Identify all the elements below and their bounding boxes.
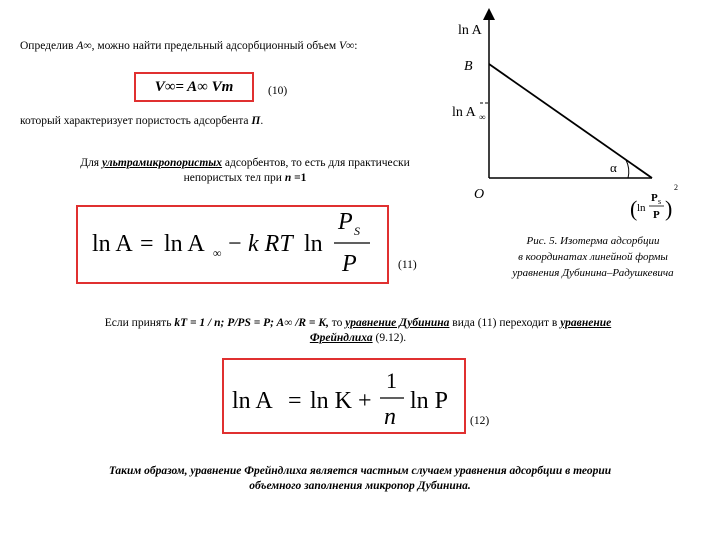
eq12-plus: + bbox=[358, 388, 372, 414]
porosity-dot: . bbox=[260, 115, 264, 127]
eq12-equals: = bbox=[288, 388, 302, 414]
if-paragraph bbox=[28, 316, 688, 346]
graph-x-paren-right: ) bbox=[665, 196, 673, 221]
ultra-pre: Для bbox=[80, 157, 102, 169]
porosity-symbol: П bbox=[251, 115, 261, 127]
intro-v-inf: V∞ bbox=[339, 40, 355, 52]
graph-x-exp: 2 bbox=[674, 183, 678, 192]
graph-x-paren-left: ( bbox=[630, 196, 638, 221]
graph-origin: O bbox=[474, 187, 485, 202]
conclusion-line1: Таким образом, уравнение Фрейндлиха является частным случаем уравнения адсорбции в теории bbox=[108, 465, 612, 477]
conclusion-line2: объемного заполнения микропор Дубинина. bbox=[249, 480, 471, 492]
eq12-number: (12) bbox=[470, 415, 490, 427]
ultra-paragraph bbox=[40, 156, 450, 186]
eq10-number: (10) bbox=[268, 85, 288, 97]
if-mid2: вида (11) переходит в bbox=[449, 317, 561, 329]
eq10-formula: V∞= A∞ Vm bbox=[154, 79, 234, 95]
eq12-frac-num: 1 bbox=[386, 368, 397, 393]
eq12-ln-p: ln P bbox=[410, 388, 449, 414]
intro-text-after: , можно найти предельный адсорбционный объем bbox=[91, 40, 340, 52]
porosity-line bbox=[20, 114, 263, 129]
ultra-line2-pre: непористых тел при bbox=[183, 172, 285, 184]
ultra-post: адсорбентов, то есть для практически bbox=[222, 157, 410, 169]
intro-colon: : bbox=[354, 40, 358, 52]
if-pre: Если принять bbox=[104, 317, 175, 329]
graph-b-label: B bbox=[464, 59, 473, 74]
eq11-number: (11) bbox=[398, 259, 417, 271]
intro-a-inf: A∞ bbox=[76, 40, 92, 52]
ultra-eq-one: =1 bbox=[291, 172, 307, 184]
if-eq-name: уравнение Дубинина bbox=[345, 317, 450, 329]
graph-x-den: P bbox=[653, 209, 660, 221]
if-line2-ref: (9.12). bbox=[372, 332, 407, 344]
eq11-den: P bbox=[342, 251, 357, 277]
porosity-text: который характеризует пористость адсорбента bbox=[20, 115, 252, 127]
eq11-ln: ln bbox=[304, 231, 323, 257]
graph-alpha: α bbox=[610, 160, 617, 175]
eq12-ln-a: ln A bbox=[232, 388, 273, 414]
intro-text-before: Определив bbox=[20, 40, 77, 52]
figure-caption bbox=[480, 233, 706, 281]
isotherm-graph bbox=[450, 6, 690, 228]
eq11-krt: k RT bbox=[248, 231, 293, 257]
caption-line2: в координатах линейной формы bbox=[518, 251, 668, 263]
eq11-num-sub: S bbox=[354, 224, 360, 238]
graph-angle-arc bbox=[626, 160, 629, 178]
caption-line1: Рис. 5. Изотерма адсорбции bbox=[526, 235, 660, 247]
if-mid: то bbox=[328, 317, 346, 329]
graph-x-num: P bbox=[651, 192, 658, 204]
ultra-n: n bbox=[284, 172, 292, 184]
graph-isotherm-line bbox=[489, 64, 652, 178]
graph-x-ln: ln bbox=[637, 202, 646, 214]
eq11-ln-a: ln A bbox=[92, 231, 133, 257]
graph-y-label: ln A bbox=[458, 23, 482, 38]
eq11-equals: = bbox=[140, 231, 154, 257]
eq11-num: P bbox=[338, 209, 353, 235]
eq11-minus: − bbox=[228, 231, 242, 257]
eq11-ln-ainf: ln A bbox=[164, 231, 205, 257]
eq12-formula bbox=[222, 358, 466, 434]
eq12-frac-den: n bbox=[384, 404, 396, 430]
if-conditions: kT = 1 / n; P/PS = P; A∞ /R = K, bbox=[174, 317, 329, 329]
eq12-ln-k: ln K bbox=[310, 388, 352, 414]
caption-line3: уравнения Дубинина–Радушкевича bbox=[512, 267, 674, 279]
graph-x-num-sub: s bbox=[658, 197, 662, 206]
if-target: уравнение bbox=[560, 317, 612, 329]
intro-line bbox=[20, 39, 357, 54]
eq11-sub-inf: ∞ bbox=[213, 246, 222, 260]
eq11-formula bbox=[76, 205, 389, 284]
ultra-emph: ультрамикропористых bbox=[101, 157, 223, 169]
conclusion-paragraph bbox=[30, 464, 690, 494]
graph-ln-ainf-label: ln A bbox=[452, 105, 476, 120]
graph-ln-ainf-sub: ∞ bbox=[479, 112, 486, 122]
if-line2-target: Фрейндлиха bbox=[309, 332, 373, 344]
